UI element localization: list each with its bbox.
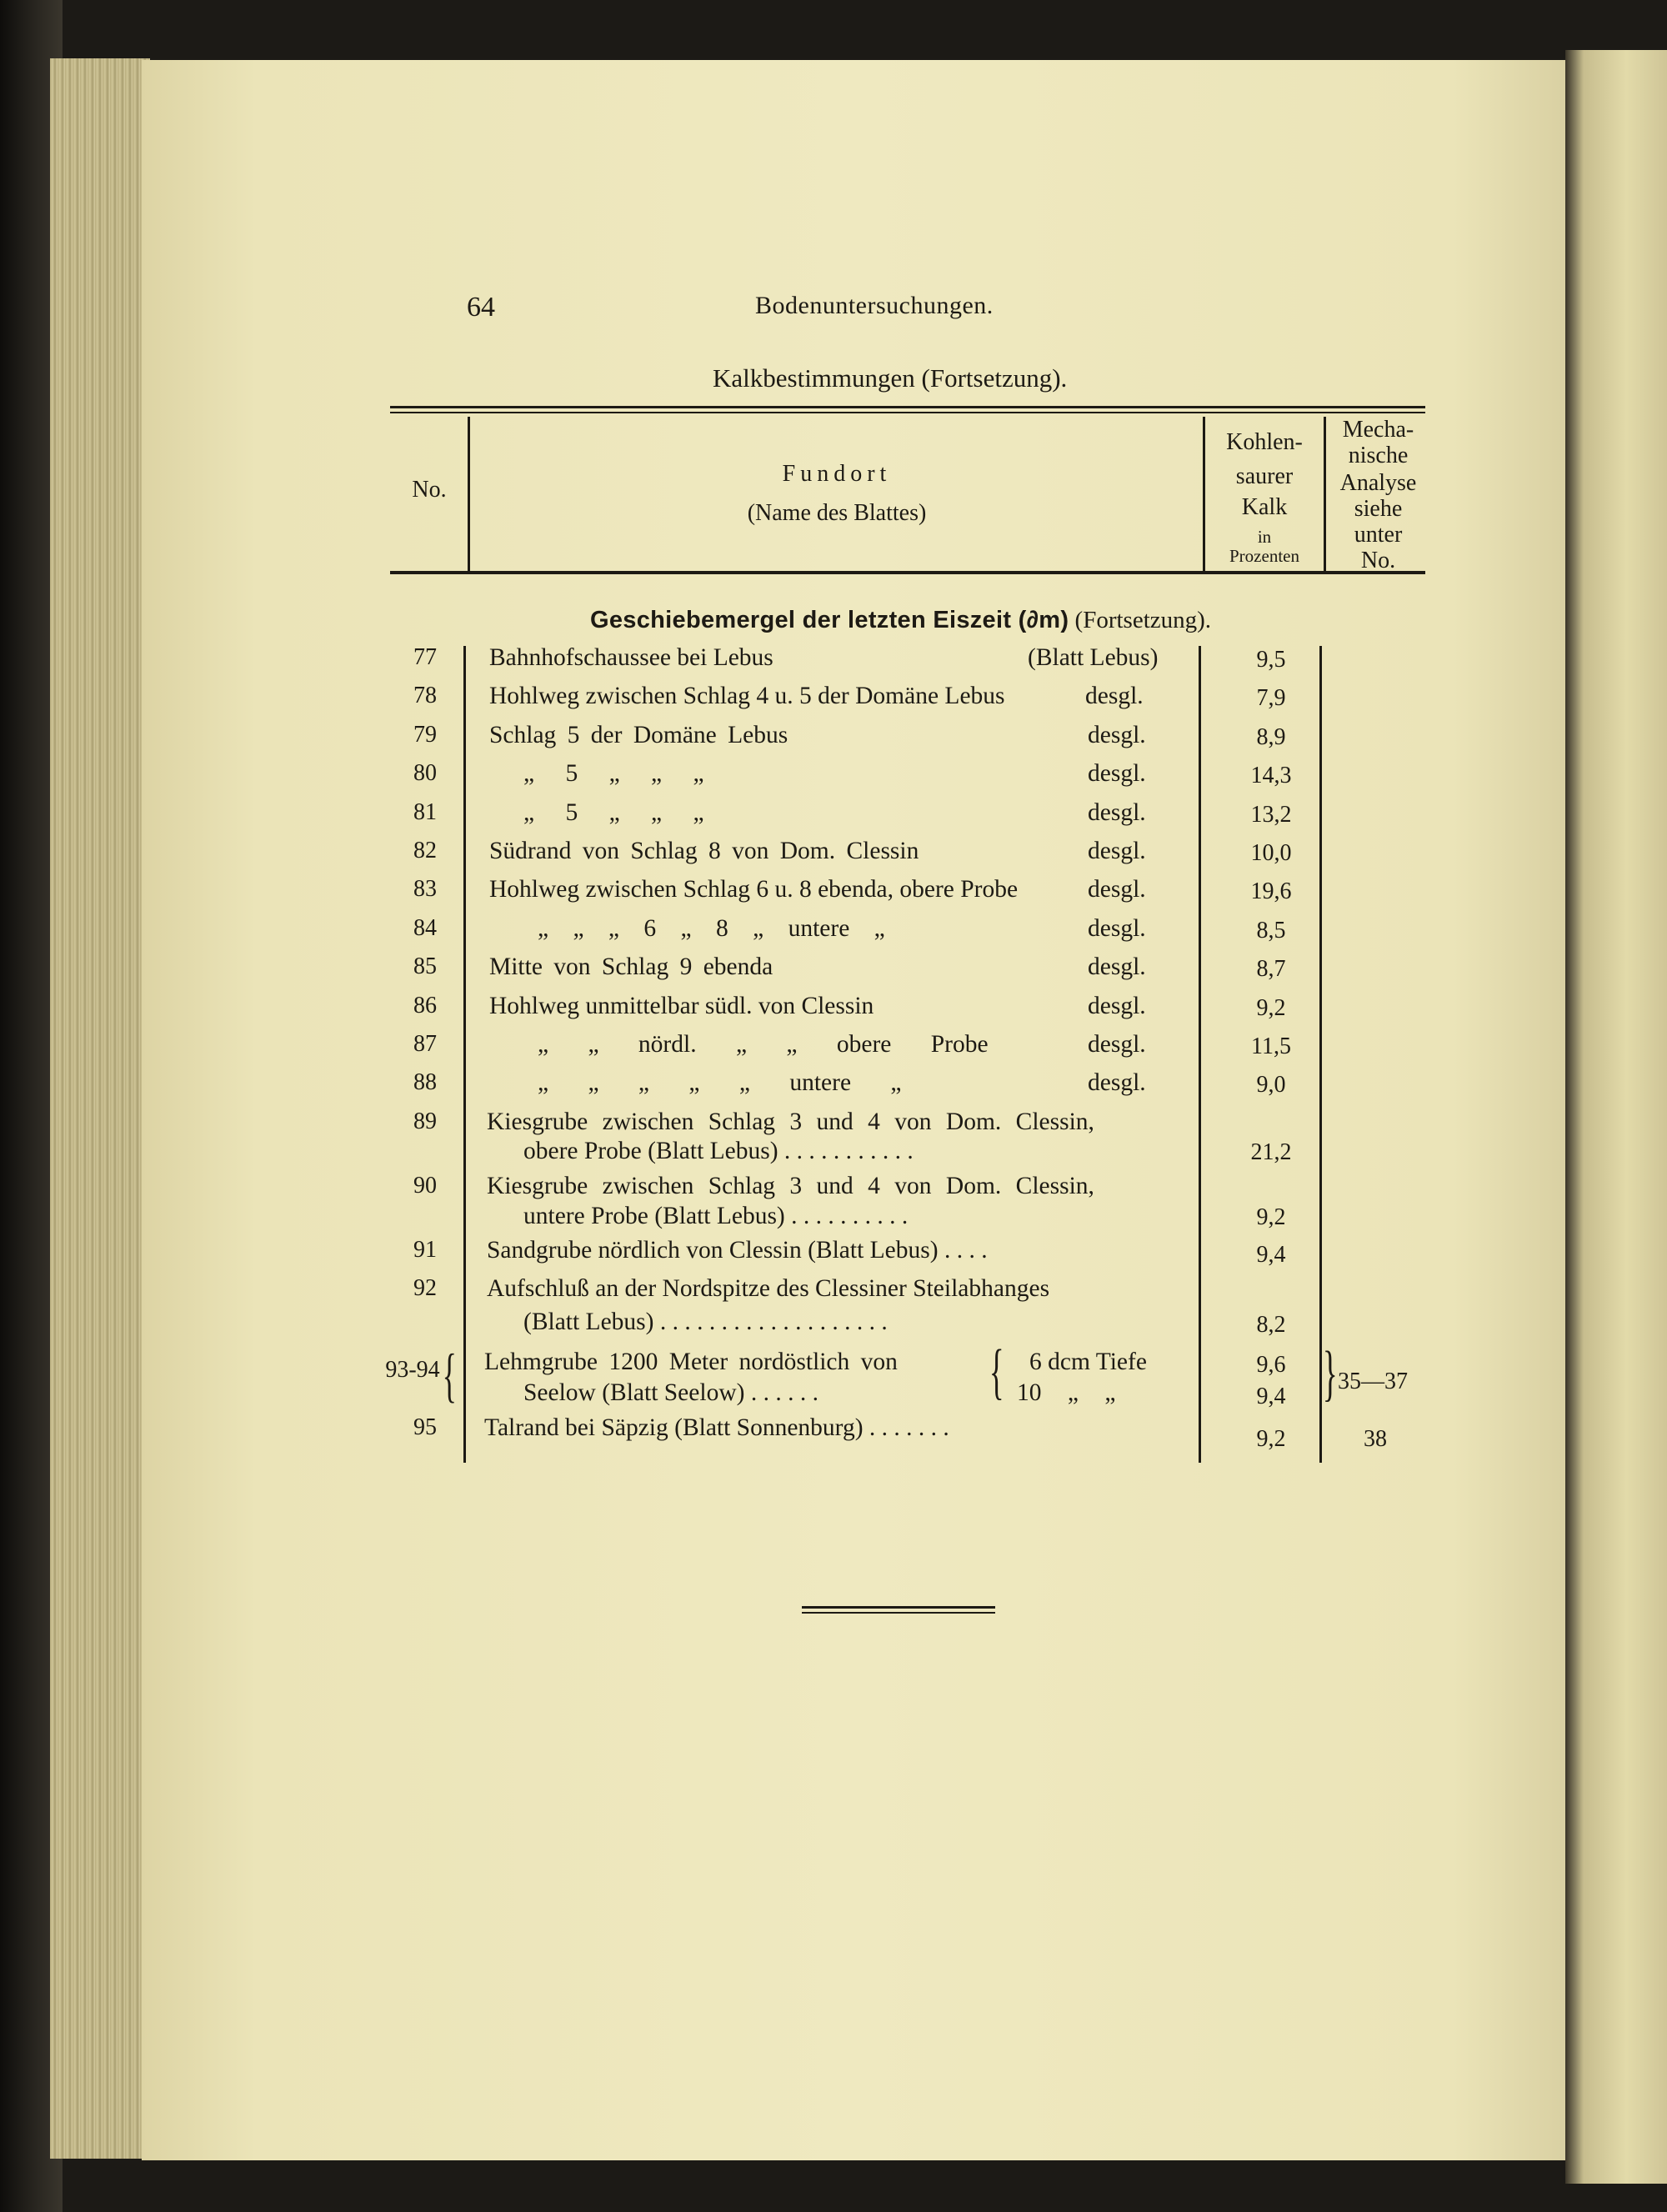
row-location: Sandgrube nördlich von Clessin (Blatt Lebus) . . . .	[487, 1237, 988, 1264]
header-kalk-3: Kalk	[1241, 494, 1288, 520]
row-blatt: desgl.	[1088, 1069, 1146, 1096]
row-location: „ „ „ „ „ untere „	[538, 1069, 902, 1096]
row-location: „ 5 „ „ „	[523, 760, 704, 787]
header-mech-4: siehe	[1354, 496, 1403, 522]
header-mech-2: nische	[1348, 443, 1409, 468]
page-edges	[50, 58, 150, 2159]
row-no: 85	[413, 953, 437, 979]
row-kalk: 9,6	[1256, 1352, 1286, 1378]
section-heading-bold: Geschiebemergel der letzten Eiszeit (∂m)	[590, 607, 1069, 633]
table-top-rule-2	[390, 412, 1425, 413]
row-no: 92	[413, 1275, 437, 1301]
row-location: „ 5 „ „ „	[523, 799, 704, 826]
row-location: Kiesgrube zwischen Schlag 3 und 4 von Dom. Clessin,	[487, 1109, 1094, 1135]
body-divider-3	[1319, 646, 1322, 1463]
row-kalk: 9,2	[1256, 1204, 1286, 1230]
row-kalk: 8,9	[1256, 724, 1286, 750]
row-kalk: 8,7	[1256, 956, 1286, 982]
header-mech-5: unter	[1354, 522, 1403, 548]
row-blatt: desgl.	[1088, 876, 1146, 903]
row-brace: {	[442, 1342, 457, 1409]
row-kalk: 9,2	[1256, 995, 1286, 1021]
row-location: „ „ nördl. „ „ obere Probe	[538, 1031, 989, 1058]
running-head: Bodenuntersuchungen.	[755, 292, 994, 319]
header-mech-3: Analyse	[1339, 470, 1417, 496]
row-no: 84	[413, 915, 437, 941]
row-no: 79	[413, 722, 437, 748]
facing-page-edge	[1565, 50, 1667, 2184]
row-no: 87	[413, 1031, 437, 1057]
row-no: 90	[413, 1173, 437, 1199]
row-no: 91	[413, 1237, 437, 1263]
header-kalk-1: Kohlen-	[1226, 429, 1303, 455]
header-kalk-2: saurer	[1235, 463, 1294, 489]
page-number: 64	[467, 292, 495, 323]
row-location: Hohlweg unmittelbar südl. von Clessin	[489, 993, 874, 1019]
row-kalk: 19,6	[1250, 878, 1292, 904]
row-location: Hohlweg zwischen Schlag 4 u. 5 der Domäne Lebus	[489, 683, 1005, 709]
row-location-cont: untere Probe (Blatt Lebus) . . . . . . . . . .	[523, 1203, 909, 1229]
row-kalk: 11,5	[1251, 1033, 1291, 1059]
row-kalk: 8,5	[1256, 918, 1286, 943]
table-title: Kalkbestimmungen (Fortsetzung).	[713, 363, 1068, 393]
header-mech-1: Mecha-	[1342, 417, 1414, 443]
row-no: 93-94	[385, 1357, 440, 1383]
row-blatt: desgl.	[1088, 722, 1146, 748]
row-depth: 6 dcm Tiefe	[1029, 1349, 1147, 1375]
row-location: Hohlweg zwischen Schlag 6 u. 8 ebenda, obere Probe	[489, 876, 1019, 903]
row-location: Bahnhofschaussee bei Lebus	[489, 644, 773, 671]
row-location: Kiesgrube zwischen Schlag 3 und 4 von Dom. Clessin,	[487, 1173, 1094, 1199]
section-heading	[590, 607, 1211, 634]
mech-brace: {	[1322, 1339, 1338, 1408]
row-blatt: desgl.	[1088, 1031, 1146, 1058]
row-blatt: desgl.	[1088, 838, 1146, 864]
header-fundort-sub: (Name des Blattes)	[747, 500, 927, 526]
row-blatt: desgl.	[1088, 953, 1146, 980]
row-no: 82	[413, 838, 437, 863]
section-heading-rest: (Fortsetzung).	[1069, 607, 1212, 633]
row-location-cont: (Blatt Lebus) . . . . . . . . . . . . . . . . . . .	[523, 1309, 888, 1335]
row-kalk: 9,4	[1256, 1384, 1286, 1409]
row-location: Mitte von Schlag 9 ebenda	[489, 953, 773, 980]
row-no: 86	[413, 993, 437, 1018]
header-no: No.	[412, 477, 447, 503]
row-location: Südrand von Schlag 8 von Dom. Clessin	[489, 838, 919, 864]
row-location: Lehmgrube 1200 Meter nordöstlich von	[484, 1349, 898, 1375]
row-no: 77	[413, 644, 437, 670]
row-kalk: 9,5	[1256, 647, 1286, 673]
row-no: 95	[413, 1414, 437, 1440]
row-location: Talrand bei Säpzig (Blatt Sonnenburg) . . . . . . .	[484, 1414, 949, 1441]
row-no: 89	[413, 1109, 437, 1134]
row-mech: 38	[1364, 1426, 1387, 1452]
row-no: 88	[413, 1069, 437, 1095]
row-kalk: 8,2	[1256, 1312, 1286, 1338]
closing-rule-1	[802, 1606, 995, 1609]
row-mech: 35—37	[1338, 1369, 1408, 1394]
row-blatt: desgl.	[1088, 799, 1146, 826]
row-kalk: 21,2	[1250, 1139, 1292, 1165]
row-blatt: desgl.	[1088, 760, 1146, 787]
header-kalk-5: Prozenten	[1229, 546, 1299, 566]
row-kalk: 7,9	[1256, 685, 1286, 711]
row-blatt: desgl.	[1085, 683, 1144, 709]
row-kalk: 9,4	[1256, 1242, 1286, 1268]
row-no: 83	[413, 876, 437, 902]
row-kalk: 10,0	[1250, 840, 1292, 866]
header-divider-1	[468, 417, 470, 571]
closing-rule-2	[802, 1612, 995, 1614]
row-blatt: desgl.	[1088, 993, 1146, 1019]
header-mech-6: No.	[1360, 548, 1396, 573]
row-blatt: (Blatt Lebus)	[1028, 644, 1159, 671]
row-location-cont: Seelow (Blatt Seelow) . . . . . .	[523, 1379, 818, 1406]
row-no: 78	[413, 683, 437, 708]
row-kalk: 9,2	[1256, 1426, 1286, 1452]
row-no: 81	[413, 799, 437, 825]
row-kalk: 14,3	[1250, 763, 1292, 788]
row-kalk: 9,0	[1256, 1072, 1286, 1098]
row-kalk: 13,2	[1250, 802, 1292, 828]
row-location: Aufschluß an der Nordspitze des Clessiner Steilabhanges	[487, 1275, 1050, 1302]
header-bottom-rule	[390, 571, 1425, 574]
row-depth: 10 „ „	[1017, 1379, 1116, 1406]
row-no: 80	[413, 760, 437, 786]
row-location: „ „ „ 6 „ 8 „ untere „	[538, 915, 885, 942]
row-blatt: desgl.	[1088, 915, 1146, 942]
header-kalk-4: in	[1257, 527, 1272, 547]
body-divider-2	[1199, 646, 1201, 1463]
body-divider-1	[463, 646, 466, 1463]
row-location: Schlag 5 der Domäne Lebus	[489, 722, 788, 748]
row-location-cont: obere Probe (Blatt Lebus) . . . . . . . . . . .	[523, 1138, 914, 1164]
header-fundort: Fundort	[782, 461, 892, 487]
depth-brace: {	[989, 1338, 1004, 1406]
table-top-rule	[390, 406, 1425, 408]
